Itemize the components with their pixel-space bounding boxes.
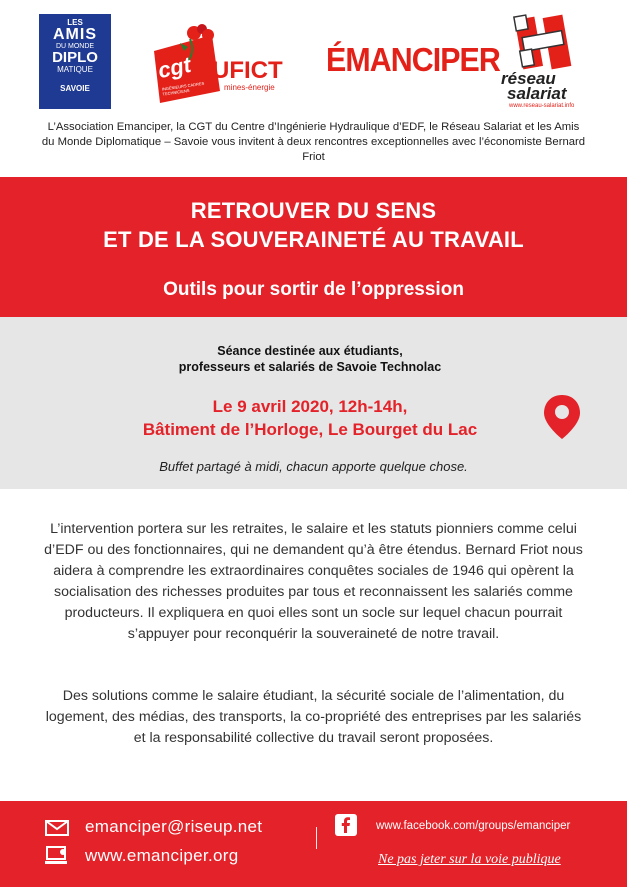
amd-diplo: DIPLO <box>52 49 98 66</box>
subtitle: Outils pour sortir de l’oppression <box>163 279 464 300</box>
amd-les: LES <box>67 18 83 27</box>
facebook-icon <box>335 814 357 836</box>
title-line1: RETROUVER DU SENS <box>190 198 437 223</box>
facebook-link[interactable]: www.facebook.com/groups/emanciper <box>376 820 571 832</box>
logo-cgt-ufict <box>150 23 290 105</box>
logo-amis-monde-diplomatique <box>39 14 111 109</box>
rs-line1: réseau <box>501 69 556 88</box>
event-place: Bâtiment de l’Horloge, Le Bourget du Lac <box>142 420 478 439</box>
rs-url: www.reseau-salariat.info <box>509 103 575 109</box>
audience-line1: Séance destinée aux étudiants, <box>217 344 403 358</box>
intro-text: L’Association Emanciper, la CGT du Centre d’Ingénierie Hydraulique d’EDF, le Réseau Salariat et les Amis du Monde Diplomatique – Savoie vous invitent à deux rencontres exceptionnelles avec l’économiste Bernard Friot <box>41 121 586 164</box>
cgt-wordmark: cgt <box>155 51 194 84</box>
litter-notice: Ne pas jeter sur la voie publique <box>378 852 561 867</box>
mail-icon <box>45 820 69 836</box>
website-link[interactable]: www.emanciper.org <box>85 846 239 865</box>
location-pin-icon <box>542 393 582 441</box>
amd-savoie: SAVOIE <box>39 83 111 95</box>
rs-line2: salariat <box>507 84 567 103</box>
amd-du-monde: DU MONDE <box>55 43 95 50</box>
rs-h-shape-icon <box>497 14 592 76</box>
amd-amis: AMIS <box>53 26 97 43</box>
ufict-wordmark: UFICT <box>212 57 283 84</box>
cgt-subtitle: INGÉNIEURS CADRES TECHNICIENS <box>161 80 205 97</box>
buffet-note: Buffet partagé à midi, chacun apporte quelque chose. <box>159 459 468 474</box>
logo-emanciper: ÉMANCIPER <box>326 41 500 78</box>
body-paragraph-1: L’intervention portera sur les retraites, le salaire et les statuts pionniers comme celui d’EDF ou des fonctionnaires, qui ne demandent qu’à être étendus. Bernard Friot nous aidera à comprendre les extraordinaires conquêtes sociales de 1946 qui opèrent la socialisation des richesses produites par tous et reconnaissent les salariés comme producteurs. Il expliquera en quoi elles sont un socle sur lequel chacun pourrait s’appuyer pour reconquérir la souveraineté de notre travail. <box>44 521 583 642</box>
computer-icon <box>45 846 69 866</box>
amd-matique: MATIQUE <box>57 65 93 74</box>
email-link[interactable]: emanciper@riseup.net <box>85 817 263 836</box>
page-title <box>0 196 627 254</box>
logo-reseau-salariat <box>497 14 592 114</box>
title-line2: ET DE LA SOUVERAINETÉ AU TRAVAIL <box>103 227 524 252</box>
body-paragraph-2: Des solutions comme le salaire étudiant, la sécurité sociale de l’alimentation, du logement, des médias, des transports, la co-propriété des entreprises par les salariés et la responsabilité collective du travail seront proposées. <box>45 688 582 746</box>
date-place <box>110 395 510 441</box>
audience-text <box>110 343 510 375</box>
cgt-tagline: mines-énergie <box>224 83 275 92</box>
event-date: Le 9 avril 2020, 12h-14h, <box>212 397 408 416</box>
audience-line2: professeurs et salariés de Savoie Technolac <box>178 360 442 374</box>
footer-divider <box>316 827 317 849</box>
